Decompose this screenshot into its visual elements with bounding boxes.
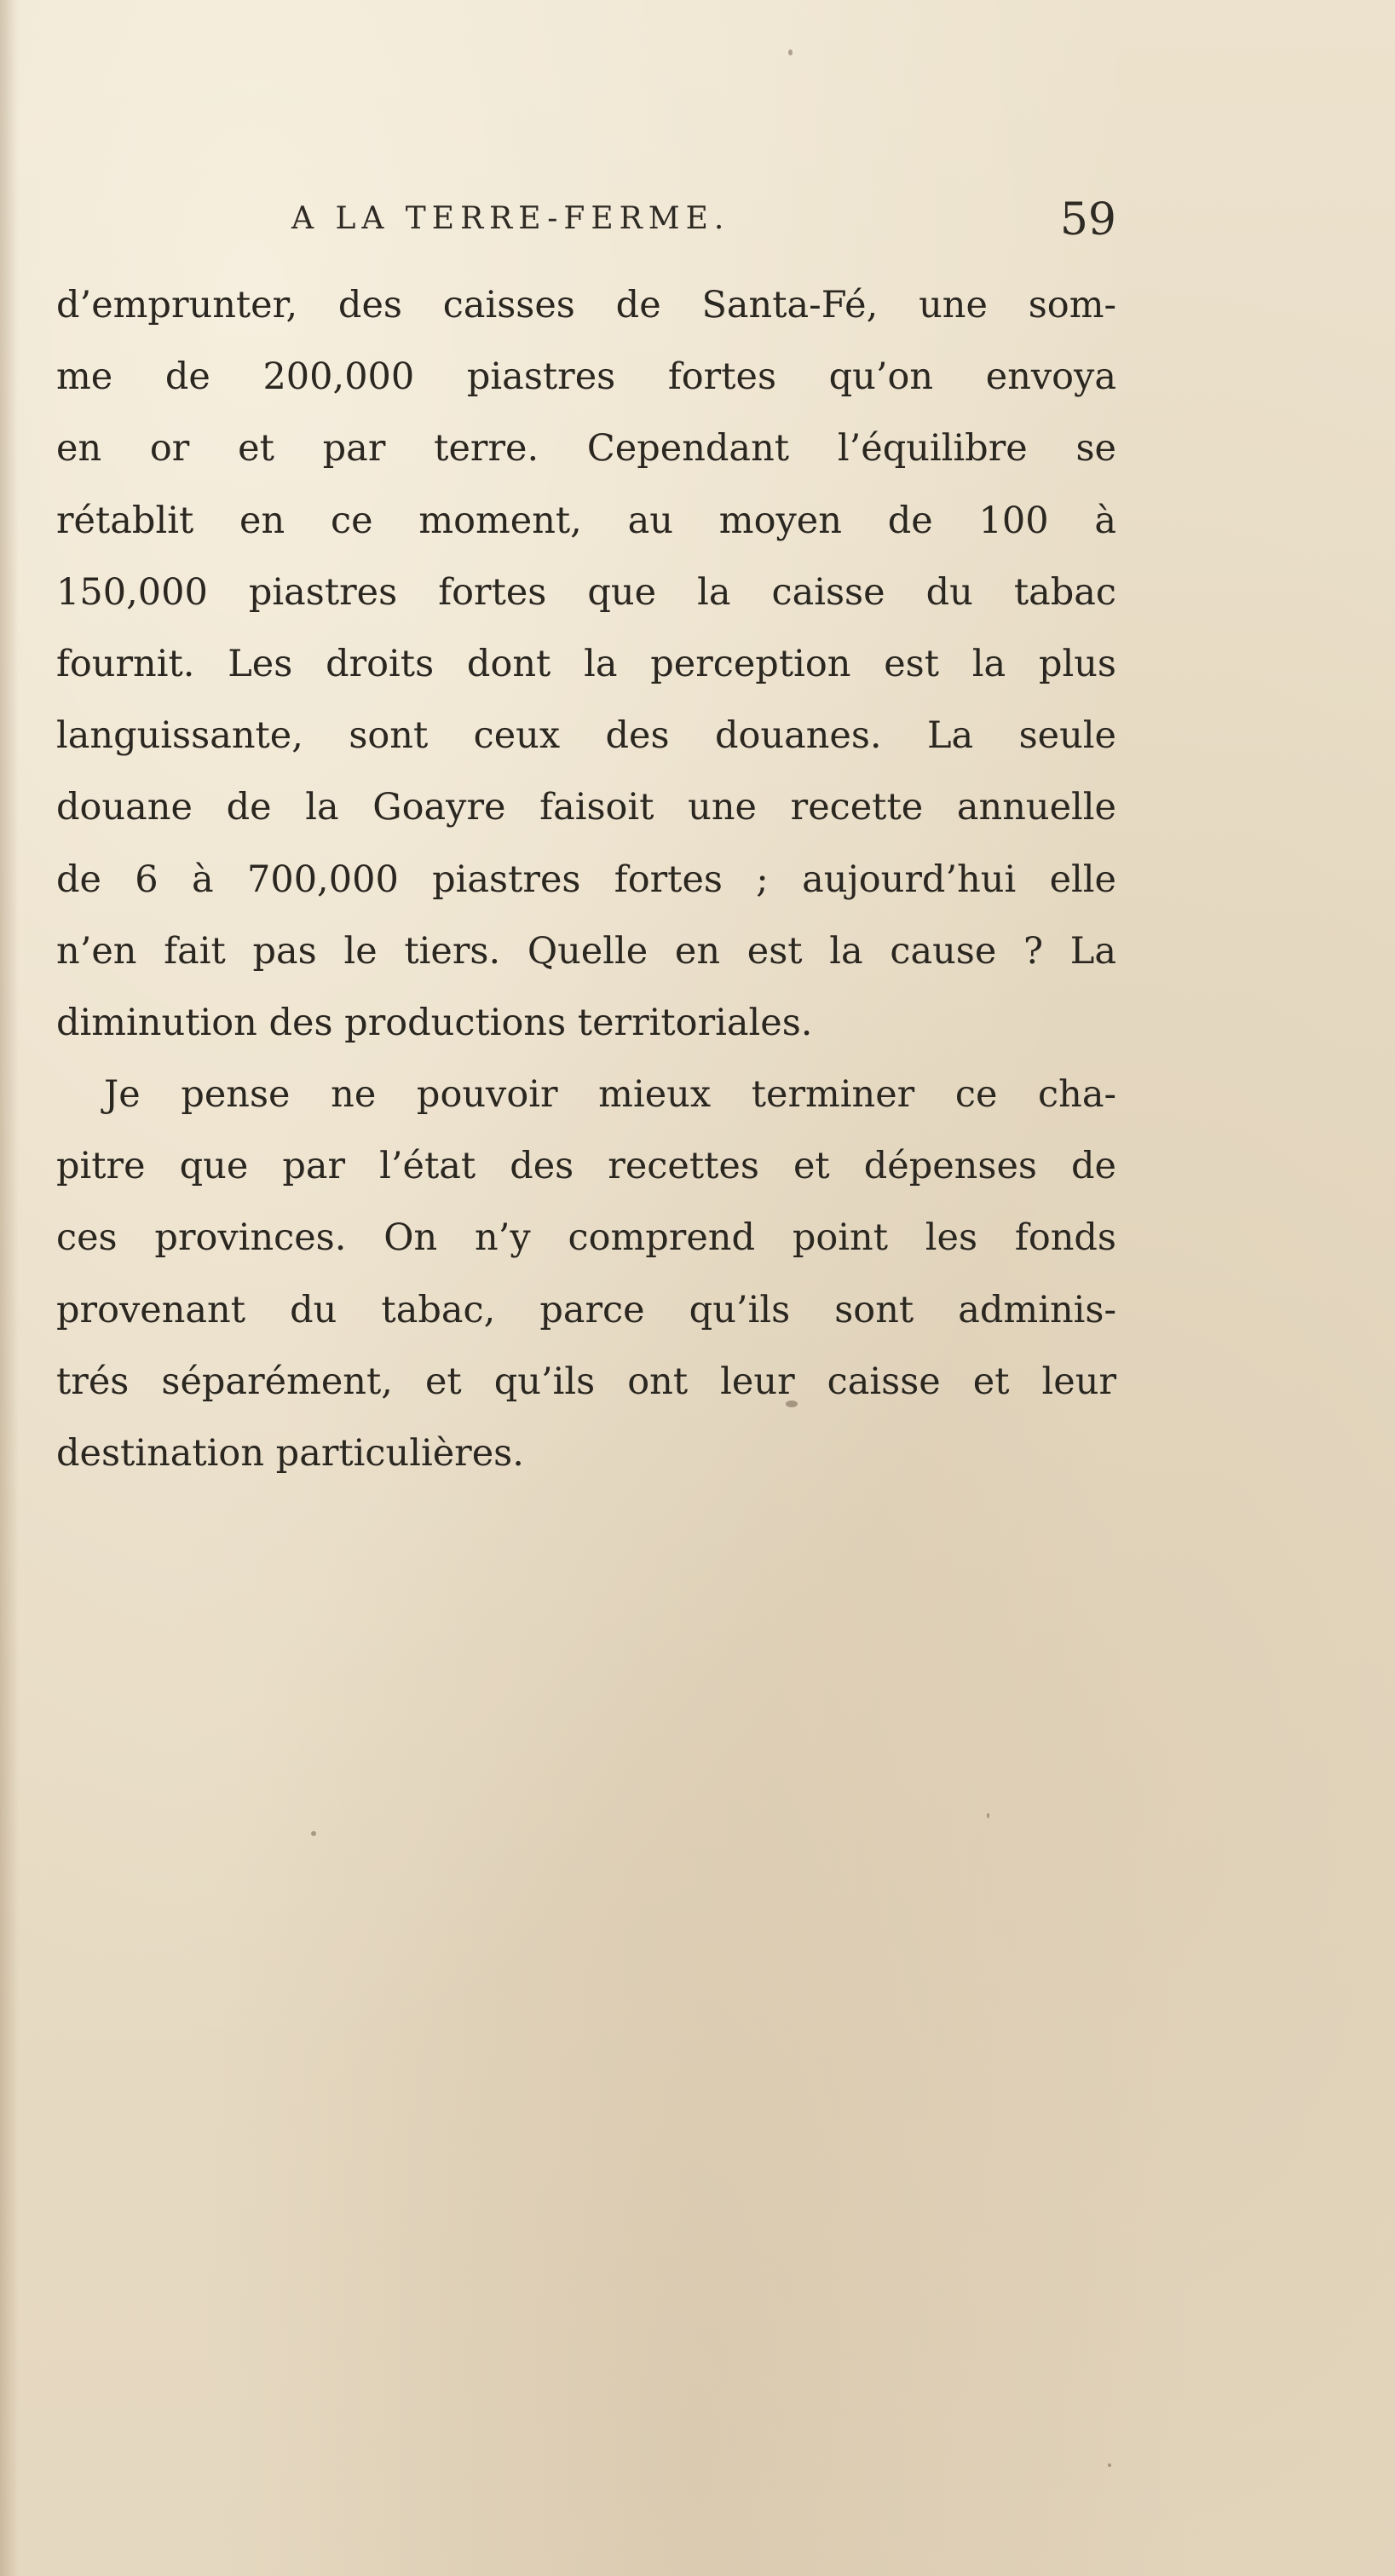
text-line: fournit. Les droits dont la perception est la plus [56, 642, 1116, 685]
page-number: 59 [1059, 194, 1116, 245]
text-line: d’emprunter, des caisses de Santa-Fé, une som- [56, 284, 1116, 326]
text-line: languissante, sont ceux des douanes. La seule [56, 714, 1116, 758]
running-title: A LA TERRE-FERME. [291, 201, 730, 236]
paragraph-1 [56, 269, 1116, 1059]
text-line: en or et par terre. Cependant l’équilibre se [56, 427, 1116, 471]
text-line: destination particulières. [56, 1432, 524, 1475]
text-line: provenant du tabac, parce qu’ils sont adminis- [56, 1288, 1116, 1331]
text-line: pitre que par l’état des recettes et dépenses de [56, 1145, 1116, 1188]
page-gutter-shadow [0, 0, 19, 2576]
running-head [56, 194, 1116, 254]
paper-speck [786, 1401, 798, 1407]
paper-speck [788, 49, 793, 55]
paragraph-2 [56, 1059, 1116, 1489]
text-line: de 6 à 700,000 piastres fortes ; aujourd’hui elle [56, 858, 1116, 901]
text-line: rétablit en ce moment, au moyen de 100 à [56, 499, 1116, 542]
text-line: 150,000 piastres fortes que la caisse du tabac [56, 570, 1116, 614]
paper-speck [987, 1813, 989, 1818]
text-line: ces provinces. On n’y comprend point les fonds [56, 1216, 1116, 1260]
text-line: douane de la Goayre faisoit une recette annuelle [56, 786, 1116, 829]
text-line: Je pense ne pouvoir mieux terminer ce cha- [104, 1073, 1116, 1117]
text-line: diminution des productions territoriales. [56, 1001, 813, 1044]
text-line: me de 200,000 piastres fortes qu’on envoya [56, 355, 1116, 399]
paper-speck [1108, 2463, 1111, 2467]
text-line: n’en fait pas le tiers. Quelle en est la cause ? La [56, 929, 1116, 973]
text-line: trés séparément, et qu’ils ont leur caisse et leur [56, 1360, 1116, 1403]
paper-speck [311, 1831, 316, 1836]
body-text [56, 269, 1116, 1489]
